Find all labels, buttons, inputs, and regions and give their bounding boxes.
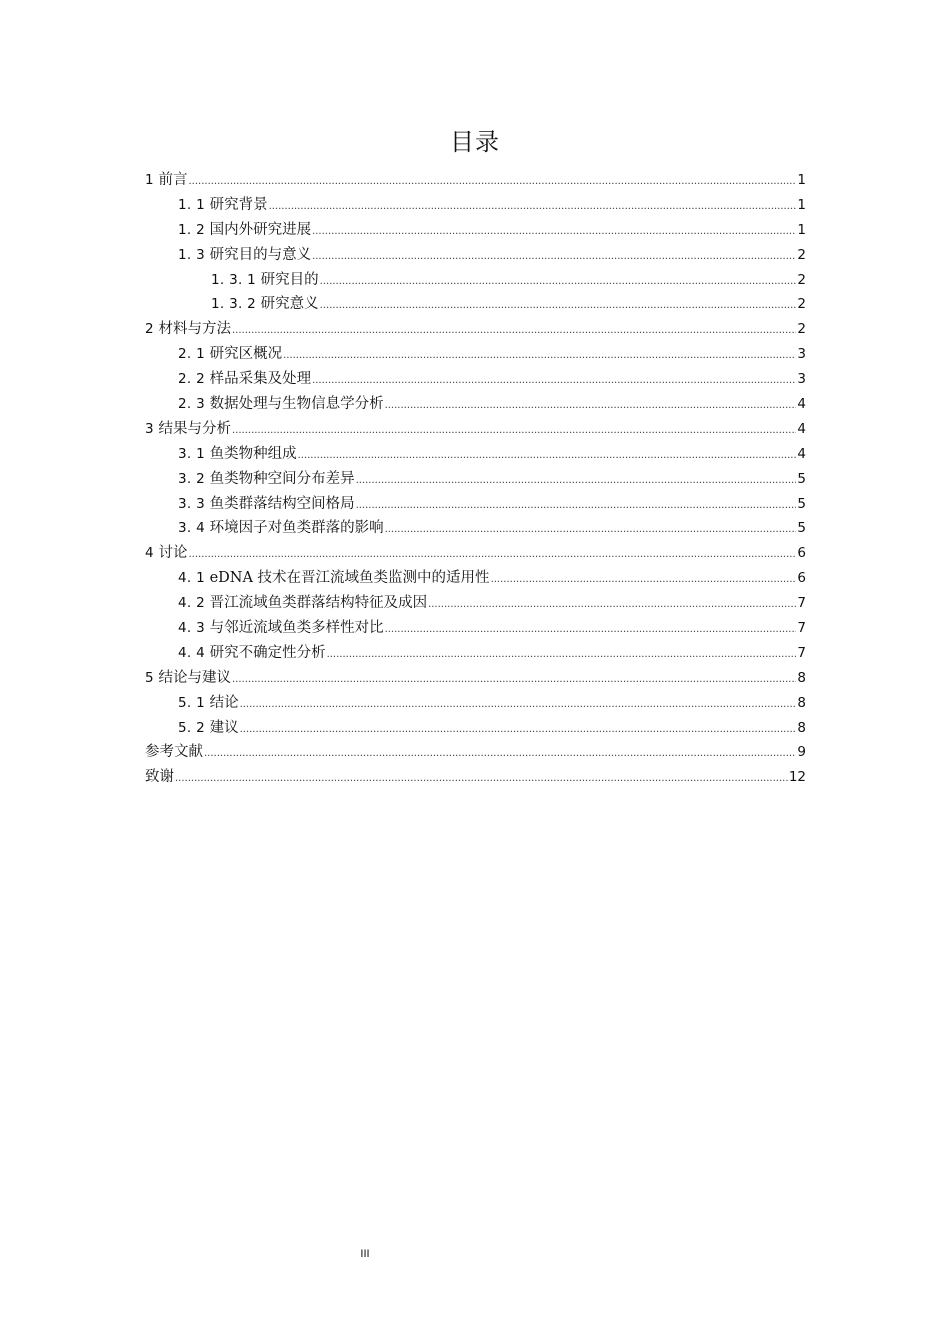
dot-leader [204, 742, 796, 767]
toc-entry-number: 4. 1 [178, 570, 205, 587]
toc-entry-page: 5 [797, 520, 806, 537]
toc-entry-number: 4. 4 [178, 644, 205, 661]
toc-entry-number: 1. 3. 2 [211, 296, 257, 313]
toc-entry-label [178, 716, 239, 741]
toc-entry-title: 结论 [209, 694, 239, 711]
toc-entry-label [145, 765, 174, 790]
toc-entry-label [178, 467, 355, 492]
toc-entry-title: 材料与方法 [158, 321, 231, 338]
dot-leader [327, 643, 797, 668]
toc-entry[interactable] [145, 716, 806, 741]
dot-leader [320, 270, 797, 295]
toc-entry[interactable] [145, 268, 806, 293]
dot-leader [189, 543, 797, 568]
toc-entry-label [178, 516, 384, 541]
toc-entry-page: 12 [788, 769, 806, 786]
dot-leader [283, 344, 796, 369]
dot-leader [269, 195, 797, 220]
toc-entry-page: 5 [797, 470, 806, 487]
toc-entry-page: 7 [797, 644, 806, 661]
toc-entry-title: 数据处理与生物信息学分析 [209, 396, 384, 413]
toc-entry-number: 3 [145, 420, 154, 437]
dot-leader [385, 518, 797, 543]
toc-entry-page: 6 [797, 570, 806, 587]
toc-entry[interactable] [145, 566, 806, 591]
toc-entry-title: 与邻近流域鱼类多样性对比 [209, 620, 384, 637]
toc-entry-title: 结果与分析 [158, 420, 231, 437]
toc-entry-label [178, 492, 355, 517]
toc-entry[interactable] [145, 168, 806, 193]
toc-entry-page: 1 [797, 196, 806, 213]
dot-leader [312, 245, 796, 270]
toc-entry-number: 2. 2 [178, 371, 205, 388]
toc-entry[interactable] [145, 292, 806, 317]
toc-entry-label [211, 268, 319, 293]
toc-entry[interactable] [145, 740, 806, 765]
dot-leader [312, 220, 796, 245]
toc-entry-label [178, 193, 268, 218]
toc-entry-title: eDNA 技术在晋江流域鱼类监测中的适用性 [209, 570, 490, 587]
table-of-contents [145, 168, 806, 790]
toc-entry[interactable] [145, 666, 806, 691]
toc-entry-page: 1 [797, 172, 806, 188]
toc-title: 目录 [450, 128, 500, 156]
toc-entry-page: 9 [797, 744, 806, 761]
toc-entry-page: 7 [797, 620, 806, 637]
dot-leader [428, 593, 796, 618]
toc-entry-number: 3. 3 [178, 495, 205, 512]
toc-entry-page: 3 [797, 371, 806, 388]
dot-leader [356, 469, 797, 494]
toc-entry-page: 2 [797, 271, 806, 288]
toc-entry-label [178, 243, 311, 268]
toc-entry-page: 8 [797, 719, 806, 736]
toc-entry-number: 5. 2 [178, 719, 205, 736]
toc-entry-label [145, 417, 231, 442]
toc-entry-page: 3 [797, 346, 806, 363]
dot-leader [175, 767, 788, 792]
toc-entry-label [178, 367, 311, 392]
toc-entry-title: 环境因子对鱼类群落的影响 [209, 520, 384, 537]
toc-entry-number: 4. 2 [178, 595, 205, 612]
toc-entry-label [178, 342, 282, 367]
toc-entry-number: 3. 1 [178, 445, 205, 462]
toc-entry-title: 样品采集及处理 [209, 371, 312, 388]
toc-entry-page: 4 [797, 396, 806, 413]
toc-entry-label [178, 566, 490, 591]
toc-entry-number: 3. 4 [178, 520, 205, 537]
toc-entry-title: 研究不确定性分析 [209, 644, 326, 661]
toc-entry[interactable] [145, 641, 806, 666]
toc-entry-label [145, 168, 188, 193]
toc-entry-page: 2 [797, 246, 806, 263]
toc-entry-number: 1. 3. 1 [211, 271, 257, 288]
toc-entry-label [145, 541, 188, 566]
toc-entry[interactable] [145, 467, 806, 492]
page-number: III [360, 1248, 370, 1260]
toc-entry[interactable] [145, 317, 806, 342]
toc-entry[interactable] [145, 492, 806, 517]
toc-entry-label [178, 591, 427, 616]
toc-entry-label [178, 442, 297, 467]
dot-leader [240, 718, 797, 743]
toc-entry-title: 鱼类物种空间分布差异 [209, 470, 355, 487]
toc-entry-label [145, 666, 231, 691]
toc-entry-title: 研究区概况 [209, 346, 283, 363]
toc-entry[interactable] [145, 765, 806, 790]
toc-entry-label [178, 616, 384, 641]
toc-entry-page: 7 [797, 595, 806, 612]
dot-leader [356, 494, 797, 519]
toc-entry-page: 6 [797, 545, 806, 562]
toc-entry-title: 讨论 [158, 545, 188, 562]
toc-entry-page: 2 [797, 296, 806, 313]
toc-entry-title: 前言 [158, 172, 188, 188]
toc-entry[interactable] [145, 442, 806, 467]
dot-leader [298, 444, 797, 469]
dot-leader [312, 369, 796, 394]
toc-entry-number: 4 [145, 545, 154, 562]
toc-entry-page: 4 [797, 420, 806, 437]
toc-entry-page: 4 [797, 445, 806, 462]
toc-entry-title: 研究背景 [209, 196, 268, 213]
toc-entry-label [178, 392, 384, 417]
toc-entry-number: 2. 1 [178, 346, 205, 363]
toc-entry[interactable] [145, 541, 806, 566]
toc-entry-title: 研究目的 [260, 271, 319, 288]
toc-entry[interactable] [145, 616, 806, 641]
toc-entry-number: 1. 3 [178, 246, 205, 263]
toc-entry-number: 3. 2 [178, 470, 205, 487]
toc-entry-page: 8 [797, 669, 806, 686]
toc-entry-label [211, 292, 319, 317]
dot-leader [385, 618, 797, 643]
toc-entry-title: 建议 [209, 719, 239, 736]
toc-entry-number: 5. 1 [178, 694, 205, 711]
toc-entry-number: 1 [145, 172, 154, 188]
toc-entry-page: 1 [797, 221, 806, 238]
toc-entry-number: 4. 3 [178, 620, 205, 637]
toc-entry-title: 研究意义 [260, 296, 319, 313]
dot-leader [320, 294, 797, 319]
toc-entry[interactable] [145, 218, 806, 243]
dot-leader [232, 668, 796, 693]
toc-entry-label [178, 218, 311, 243]
toc-entry-title: 参考文献 [145, 744, 203, 761]
dot-leader [232, 319, 796, 344]
toc-entry[interactable] [145, 243, 806, 268]
toc-entry[interactable] [145, 417, 806, 442]
toc-entry-page: 8 [797, 694, 806, 711]
toc-entry-title: 晋江流域鱼类群落结构特征及成因 [209, 595, 428, 612]
dot-leader [385, 394, 797, 419]
toc-entry-number: 1. 2 [178, 221, 205, 238]
toc-entry-label [178, 691, 239, 716]
toc-entry-number: 2. 3 [178, 396, 205, 413]
toc-entry[interactable] [145, 342, 806, 367]
toc-entry[interactable] [145, 367, 806, 392]
toc-entry-number: 2 [145, 321, 154, 338]
toc-entry[interactable] [145, 591, 806, 616]
toc-entry-label [145, 317, 231, 342]
toc-entry[interactable] [145, 516, 806, 541]
dot-leader [232, 419, 796, 444]
toc-entry-label [178, 641, 326, 666]
toc-entry[interactable] [145, 392, 806, 417]
toc-entry[interactable] [145, 691, 806, 716]
toc-entry-title: 研究目的与意义 [209, 246, 312, 263]
toc-entry-title: 结论与建议 [158, 669, 231, 686]
toc-entry-number: 5 [145, 669, 154, 686]
dot-leader [240, 693, 797, 718]
toc-entry-page: 2 [797, 321, 806, 338]
toc-entry-title: 鱼类物种组成 [209, 445, 297, 462]
dot-leader [491, 568, 797, 593]
toc-entry-title: 国内外研究进展 [209, 221, 312, 238]
toc-entry-title: 致谢 [145, 769, 174, 786]
toc-entry[interactable] [145, 193, 806, 218]
dot-leader [189, 170, 797, 195]
toc-entry-title: 鱼类群落结构空间格局 [209, 495, 355, 512]
toc-entry-label [145, 740, 203, 765]
toc-entry-number: 1. 1 [178, 196, 205, 213]
toc-entry-page: 5 [797, 495, 806, 512]
